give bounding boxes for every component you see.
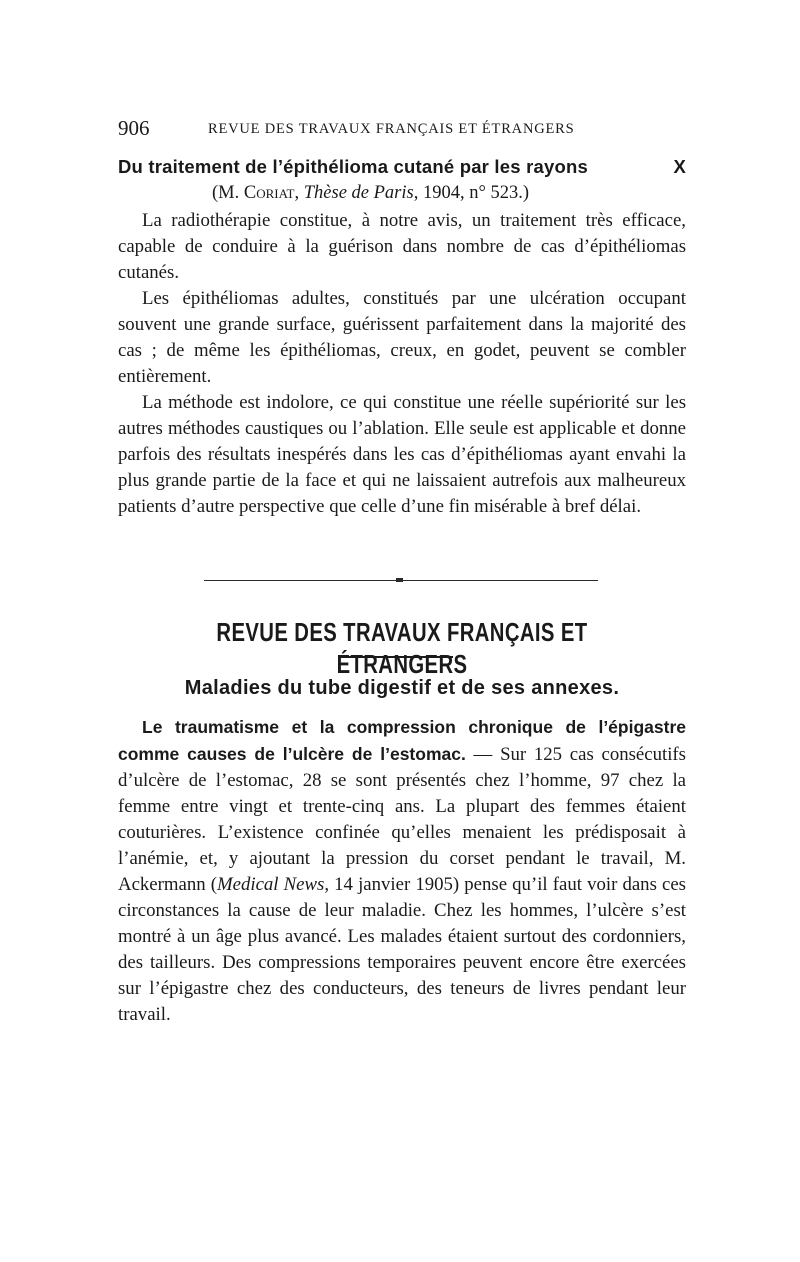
page-number: 906: [118, 116, 150, 140]
running-title: REVUE DES TRAVAUX FRANÇAIS ET ÉTRANGERS: [208, 121, 575, 137]
paragraph: [118, 714, 686, 1028]
reference-work: Thèse de Paris: [303, 183, 414, 203]
title-underline: [341, 656, 453, 658]
body-text: , 14 janvier 1905) pense qu’il faut voir dans ces circonstances la cause de leur maladie. Chez les hommes, l’ulcère s’est montré à un âge plus avancé. Les malades étaient surtout des cordonniers, des tailleurs. Des compressions temporaires peuvent encore être exercées sur l’épigastre chez des conducteurs, des teneurs de livres pendant leur travail.: [118, 874, 686, 1025]
reference-close: , 1904, n° 523.): [413, 183, 530, 203]
article-reference: [212, 180, 529, 206]
paragraph: La méthode est indolore, ce qui constitue une réelle supériorité sur les autres méthodes caustiques ou l’ablation. Elle seule est applicable et donne parfois des résultats inespérés dans les cas d’épithéliomas ayant envahi la plus grande partie de la face et qui ne laissaient autrefois aux malheureux patients d’autre perspective que celle d’une fin misérable à bref délai.: [118, 392, 686, 517]
article-body-2: [118, 714, 686, 1028]
running-header: [118, 116, 686, 141]
reference-author: Coriat: [243, 183, 295, 203]
body-text: — Sur 125 cas consécutifs d’ulcère de l’estomac, 28 se sont présentés chez l’homme, 97 chez la femme entre vingt et trente-cinq ans. La plupart des femmes étaient couturières. L’existence confinée qu’elles menaient les prédisposait à l’anémie, et, y ajoutant la pression du corset pendant le travail, M. Ackermann (: [118, 744, 686, 895]
section-divider: [204, 580, 598, 581]
article-title-mark: X: [673, 156, 686, 177]
article-title-text: Du traitement de l’épithélioma cutané par les rayons: [118, 156, 588, 177]
subsection-title: Maladies du tube digestif et de ses annexes.: [184, 677, 620, 699]
journal-name: Medical News: [216, 874, 325, 895]
reference-open: (M.: [212, 183, 244, 203]
paragraph: La radiothérapie constitue, à notre avis, un traitement très efficace, capable de conduire à la guérison dans nombre de cas d’épithéliomas cutanés.: [118, 210, 686, 283]
article-body: [118, 208, 686, 520]
section-title: REVUE DES TRAVAUX FRANÇAIS ET ÉTRANGERS: [216, 617, 588, 679]
divider-ornament: [396, 578, 403, 582]
article-lead: Le traumatisme et la compression chronique de l’épigastre comme causes de l’ulcère de l’estomac.: [118, 717, 686, 764]
paragraph: Les épithéliomas adultes, constitués par une ulcération occupant souvent une grande surface, guérissent parfaitement dans la majorité des cas ; de même les épithéliomas, creux, en godet, peuvent se combler entièrement.: [118, 288, 686, 387]
reference-separator: ,: [294, 183, 304, 203]
